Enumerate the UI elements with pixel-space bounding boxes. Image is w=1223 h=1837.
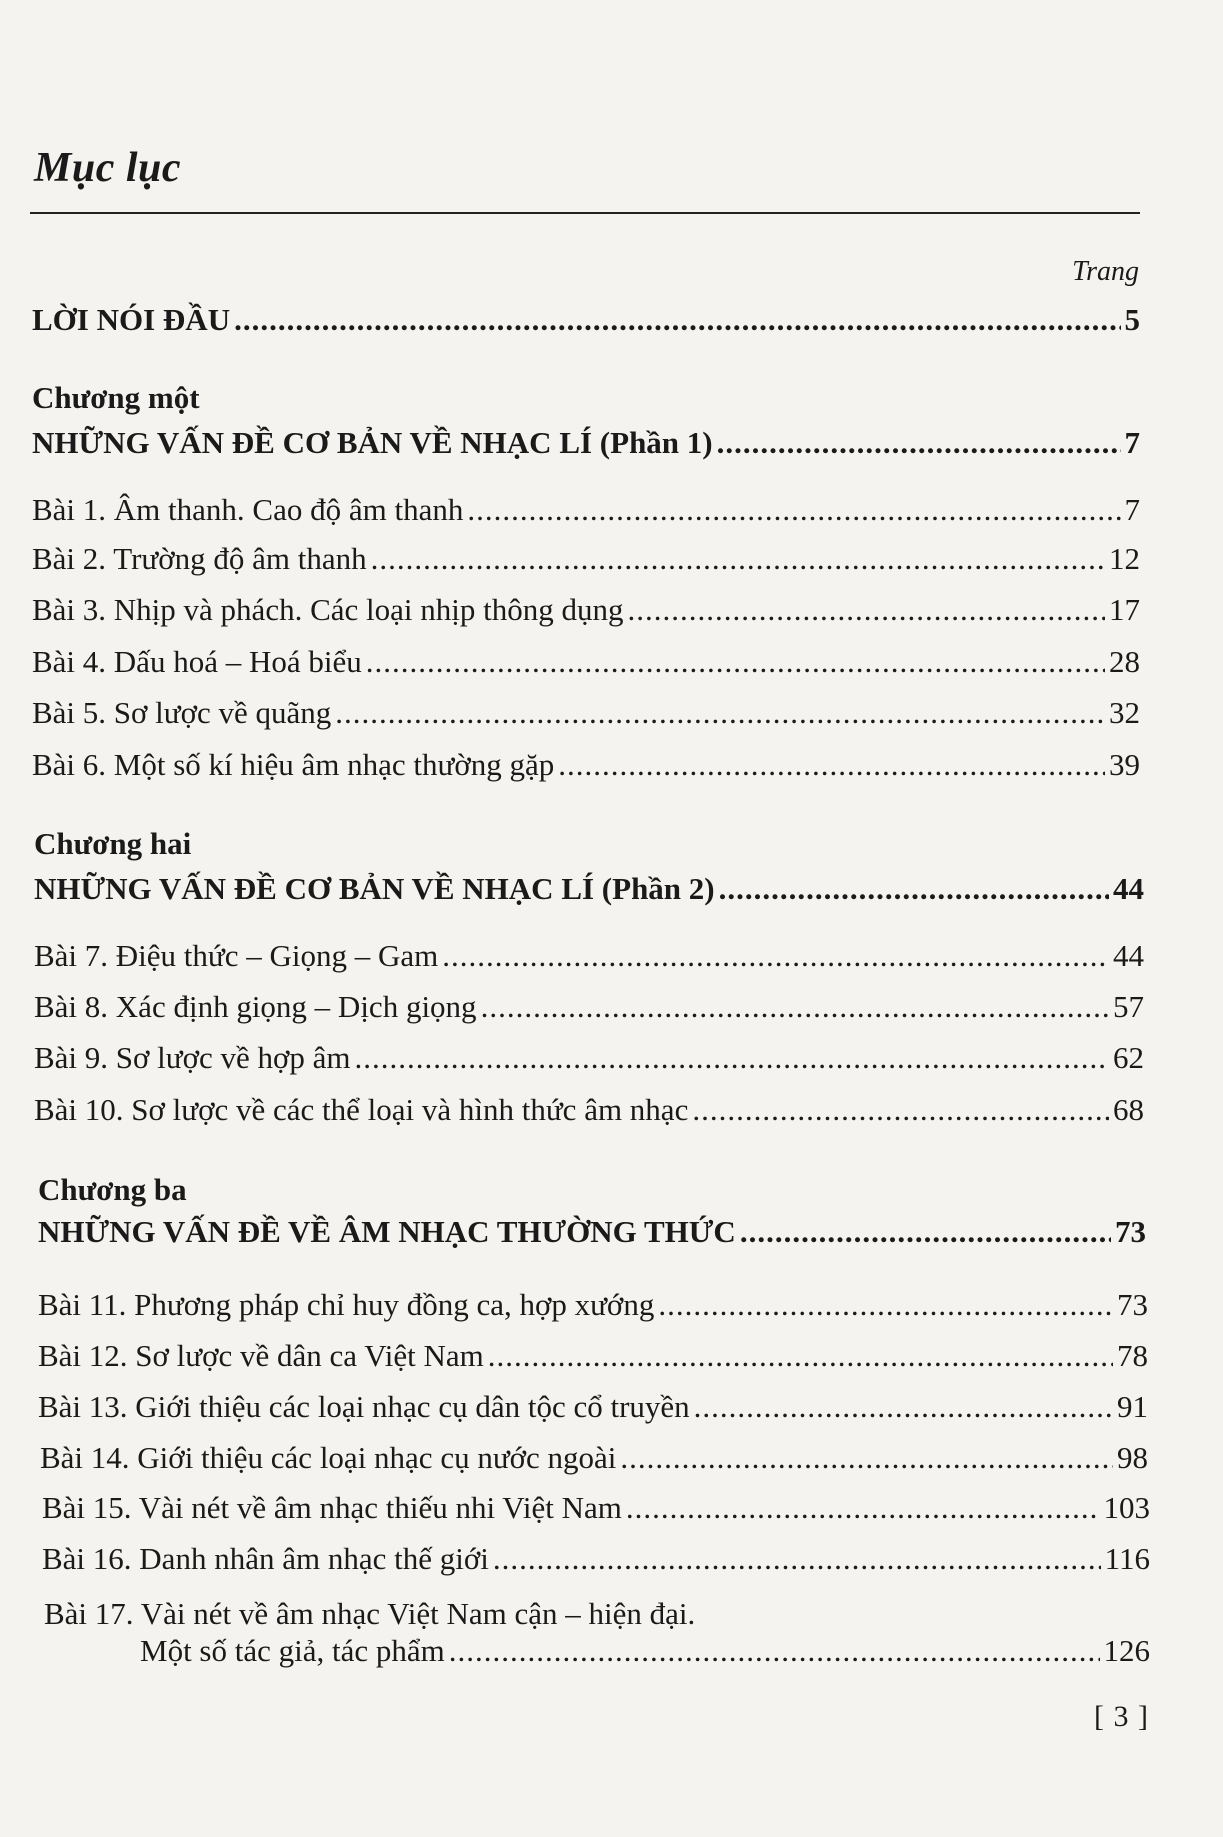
dot-leader bbox=[442, 938, 1109, 974]
toc-entry-title: Một số tác giả, tác phẩm bbox=[140, 1633, 445, 1668]
toc-entry[interactable] bbox=[32, 592, 1140, 628]
toc-entry-page: 116 bbox=[1104, 1541, 1150, 1576]
toc-entry-page: 7 bbox=[1124, 492, 1140, 527]
toc-entry-page: 39 bbox=[1109, 747, 1140, 782]
toc-entry[interactable] bbox=[34, 989, 1144, 1025]
toc-entry-page: 32 bbox=[1109, 695, 1140, 730]
toc-entry-title: Bài 4. Dấu hoá – Hoá biểu bbox=[32, 644, 362, 679]
toc-entry-title: Bài 3. Nhịp và phách. Các loại nhịp thông dụng bbox=[32, 592, 624, 627]
dot-leader bbox=[467, 492, 1120, 528]
toc-entry-page: 98 bbox=[1117, 1440, 1148, 1475]
toc-entry[interactable] bbox=[32, 425, 1140, 461]
toc-entry[interactable] bbox=[38, 1214, 1146, 1250]
dot-leader bbox=[658, 1287, 1113, 1323]
chapter-label: Chương ba bbox=[38, 1172, 187, 1207]
toc-entry[interactable] bbox=[42, 1541, 1150, 1577]
toc-entry-title: Bài 9. Sơ lược về hợp âm bbox=[34, 1040, 351, 1075]
toc-entry-page: 57 bbox=[1113, 989, 1144, 1024]
toc-entry[interactable] bbox=[42, 1490, 1150, 1526]
toc-entry[interactable] bbox=[34, 871, 1144, 907]
toc-header bbox=[30, 140, 1140, 214]
toc-entry-title: Bài 14. Giới thiệu các loại nhạc cụ nước ngoài bbox=[40, 1440, 617, 1475]
toc-entry-page: 12 bbox=[1109, 541, 1140, 576]
toc-entry-title: LỜI NÓI ĐẦU bbox=[32, 302, 231, 337]
dot-leader bbox=[558, 747, 1105, 783]
toc-entry[interactable] bbox=[38, 1287, 1148, 1323]
dot-leader bbox=[371, 541, 1105, 577]
dot-leader bbox=[366, 644, 1105, 680]
toc-entry[interactable] bbox=[44, 1596, 1150, 1632]
toc-entry-page: 91 bbox=[1117, 1389, 1148, 1424]
dot-leader bbox=[694, 1389, 1113, 1425]
toc-entry-title: Bài 8. Xác định giọng – Dịch giọng bbox=[34, 989, 477, 1024]
toc-entry-page: 17 bbox=[1109, 592, 1140, 627]
toc-entry-title: Bài 10. Sơ lược về các thể loại và hình thức âm nhạc bbox=[34, 1092, 689, 1127]
dot-leader bbox=[335, 695, 1105, 731]
dot-leader bbox=[719, 871, 1109, 907]
toc-entry[interactable] bbox=[32, 695, 1140, 731]
dot-leader bbox=[740, 1214, 1111, 1250]
toc-entry-page: 78 bbox=[1117, 1338, 1148, 1373]
toc-entry[interactable] bbox=[140, 1633, 1150, 1669]
toc-entry-title: Bài 6. Một số kí hiệu âm nhạc thường gặp bbox=[32, 747, 555, 782]
page-number: [ 3 ] bbox=[1094, 1700, 1149, 1733]
toc-entry[interactable] bbox=[38, 1389, 1148, 1425]
toc-entry-title: Bài 16. Danh nhân âm nhạc thế giới bbox=[42, 1541, 489, 1576]
toc-entry[interactable] bbox=[32, 302, 1140, 338]
dot-leader bbox=[234, 302, 1120, 338]
toc-entry-page: 5 bbox=[1124, 302, 1140, 337]
toc-entry[interactable] bbox=[32, 541, 1140, 577]
page-title: Mục lục bbox=[34, 145, 182, 191]
dot-leader bbox=[717, 425, 1121, 461]
toc-entry-title: Bài 5. Sơ lược về quãng bbox=[32, 695, 332, 730]
toc-entry[interactable] bbox=[34, 1092, 1144, 1128]
toc-entry-page: 103 bbox=[1103, 1490, 1150, 1525]
toc-entry-page: 44 bbox=[1113, 938, 1144, 973]
toc-entry-page: 28 bbox=[1109, 644, 1140, 679]
toc-entry-title: Bài 1. Âm thanh. Cao độ âm thanh bbox=[32, 492, 464, 527]
dot-leader bbox=[488, 1338, 1113, 1374]
chapter-label: Chương một bbox=[32, 380, 200, 415]
dot-leader bbox=[493, 1541, 1101, 1577]
chapter-label: Chương hai bbox=[34, 826, 192, 861]
toc-entry[interactable] bbox=[32, 644, 1140, 680]
toc-entry[interactable] bbox=[40, 1440, 1148, 1476]
toc-entry-page: 7 bbox=[1124, 425, 1140, 460]
toc-entry-title: Bài 7. Điệu thức – Giọng – Gam bbox=[34, 938, 439, 973]
toc-entry[interactable] bbox=[32, 747, 1140, 783]
toc-entry-title: Bài 13. Giới thiệu các loại nhạc cụ dân tộc cổ truyền bbox=[38, 1389, 690, 1424]
toc-entry[interactable] bbox=[34, 938, 1144, 974]
toc-entry-title: NHỮNG VẤN ĐỀ CƠ BẢN VỀ NHẠC LÍ (Phần 2) bbox=[34, 871, 715, 906]
dot-leader bbox=[620, 1440, 1113, 1476]
toc-entry-title: Bài 12. Sơ lược về dân ca Việt Nam bbox=[38, 1338, 484, 1373]
dot-leader bbox=[481, 989, 1109, 1025]
toc-entry-title: NHỮNG VẤN ĐỀ CƠ BẢN VỀ NHẠC LÍ (Phần 1) bbox=[32, 425, 713, 460]
toc-entry-page: 73 bbox=[1115, 1214, 1146, 1249]
toc-entry-page: 73 bbox=[1117, 1287, 1148, 1322]
toc-entry-page: 44 bbox=[1113, 871, 1144, 906]
toc-entry[interactable] bbox=[34, 1040, 1144, 1076]
toc-entry[interactable] bbox=[32, 492, 1140, 528]
dot-leader bbox=[449, 1633, 1100, 1669]
toc-entry-page: 68 bbox=[1113, 1092, 1144, 1127]
dot-leader bbox=[627, 592, 1105, 628]
toc-entry-page: 126 bbox=[1103, 1633, 1150, 1668]
dot-leader bbox=[626, 1490, 1100, 1526]
dot-leader bbox=[692, 1092, 1109, 1128]
toc-entry-title: Bài 11. Phương pháp chỉ huy đồng ca, hợp xướng bbox=[38, 1287, 655, 1322]
page-column-label: Trang bbox=[1072, 256, 1139, 287]
dot-leader bbox=[355, 1040, 1109, 1076]
toc-entry[interactable] bbox=[38, 1338, 1148, 1374]
toc-entry-title: Bài 15. Vài nét về âm nhạc thiếu nhi Việt Nam bbox=[42, 1490, 622, 1525]
toc-entry-title: Bài 17. Vài nét về âm nhạc Việt Nam cận – hiện đại. bbox=[44, 1596, 696, 1631]
toc-entry-title: NHỮNG VẤN ĐỀ VỀ ÂM NHẠC THƯỜNG THỨC bbox=[38, 1214, 736, 1249]
toc-entry-title: Bài 2. Trường độ âm thanh bbox=[32, 541, 367, 576]
toc-entry-page: 62 bbox=[1113, 1040, 1144, 1075]
